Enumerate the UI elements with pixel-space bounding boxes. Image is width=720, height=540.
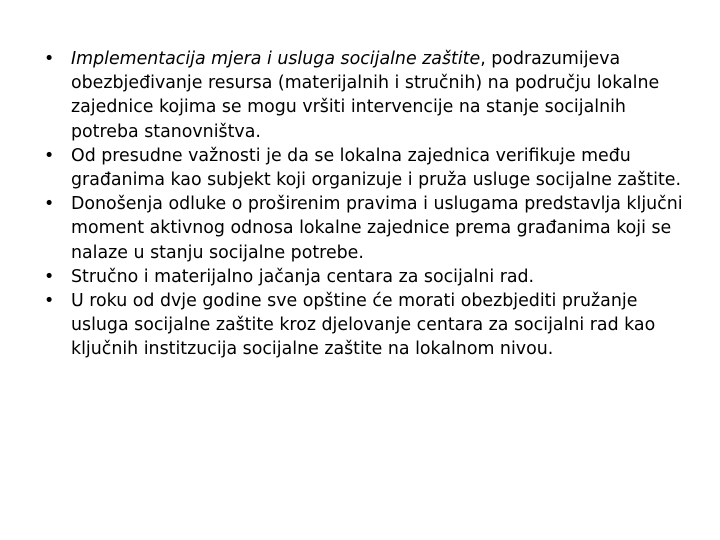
bullet-icon: • — [44, 49, 55, 69]
bullet-text: Od presudne važnosti je da se lokalna zajednica verifikuje među građanima kao subjekt koji organizuje i pruža usluge socijalne zaštite. — [71, 145, 681, 191]
bullet-text: Stručno i materijalno jačanja centara za socijalni rad. — [71, 266, 535, 287]
bullet-list — [44, 47, 684, 362]
bullet-item-5 — [44, 289, 684, 362]
bullet-text: Donošenja odluke o proširenim pravima i uslugama predstavlja ključni moment aktivnog odnosa lokalne zajednice prema građanima koji se nalaze u stanju socijalne potrebe. — [71, 194, 683, 263]
bullet-icon: • — [44, 145, 55, 166]
bullet-item-2 — [44, 144, 684, 192]
bullet-text: , podrazumijeva obezbjeđivanje resursa (materijalnih i stručnih) na području lokalne zajednice kojima se mogu vršiti intervencije na stanje socijalnih potreba stanovništva. — [71, 49, 660, 142]
bullet-item-3 — [44, 192, 684, 265]
bullet-item-1 — [44, 47, 684, 144]
bullet-text: U roku od dvje godine sve opštine će morati obezbjediti pružanje usluga socijalne zaštite kroz djelovanje centara za socijalni rad kao ključnih institzucija socijalne zaštite na lokalnom nivou. — [71, 291, 656, 360]
bullet-lead-text: Implementacija mjera i usluga socijalne zaštite — [71, 49, 481, 69]
bullet-icon: • — [44, 266, 55, 287]
bullet-icon: • — [44, 194, 55, 215]
bullet-item-4 — [44, 265, 684, 289]
bullet-icon: • — [44, 291, 55, 312]
